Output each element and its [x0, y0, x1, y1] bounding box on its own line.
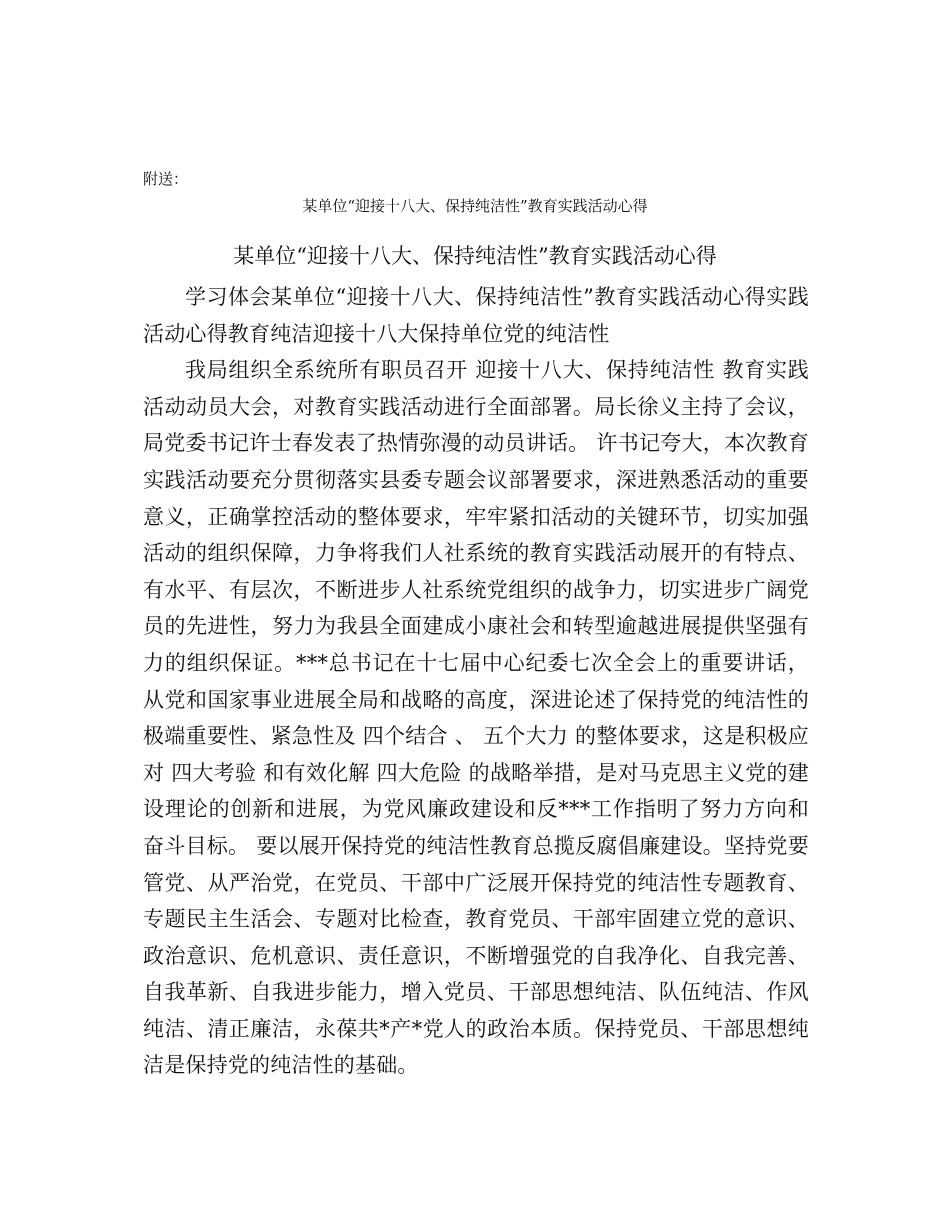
document-title: 某单位“迎接十八大、保持纯洁性”教育实践活动心得 — [233, 244, 717, 268]
document-body — [143, 279, 809, 1084]
document-subtitle: 某单位“迎接十八大、保持纯洁性”教育实践活动心得 — [302, 197, 648, 215]
body-paragraph-main: 我局组织全系统所有职员召开 迎接十八大、保持纯洁性 教育实践活动动员大会，对教育实践活动进行全面部署。局长徐义主持了会议，局党委书记许士春发表了热情弥漫的动员讲话。 许书记夸大，本次教育实践活动要充分贯彻落实县委专题会议部署要求，深进熟悉活动的重要意义，正确掌控活动的整体要求，牢牢紧扣活动的关键环节，切实加强活动的组织保障，力争将我们人社系统的教育实践活动展开的有特点、有水平、有层次，不断进步人社系统党组织的战争力，切实进步广阔党员的先进性，努力为我县全面建成小康社会和转型逾越进展提供坚强有力的组织保证。***总书记在十七届中心纪委七次全会上的重要讲话，从党和国家事业进展全局和战略的高度，深进论述了保持党的纯洁性的极端重要性、紧急性及 四个结合 、 五个大力 的整体要求，这是积极应对 四大考验 和有效化解 四大危险 的战略举措，是对马克思主义党的建设理论的创新和进展，为党风廉政建设和反***工作指明了努力方向和奋斗目标。 要以展开保持党的纯洁性教育总揽反腐倡廉建设。坚持党要管党、从严治党，在党员、干部中广泛展开保持党的纯洁性专题教育、专题民主生活会、专题对比检查，教育党员、干部牢固建立党的意识、政治意识、危机意识、责任意识，不断增强党的自我净化、自我完善、自我革新、自我进步能力，增入党员、干部思想纯洁、队伍纯洁、作风纯洁、清正廉洁，永葆共*产*党人的政治本质。保持党员、干部思想纯洁是保持党的纯洁性的基础。 — [143, 358, 809, 1078]
attachment-label: 附送： — [143, 170, 189, 188]
body-paragraph-keywords: 学习体会某单位“迎接十八大、保持纯洁性”教育实践活动心得实践活动心得教育纯洁迎接十八大保持单位党的纯洁性 — [143, 285, 809, 346]
